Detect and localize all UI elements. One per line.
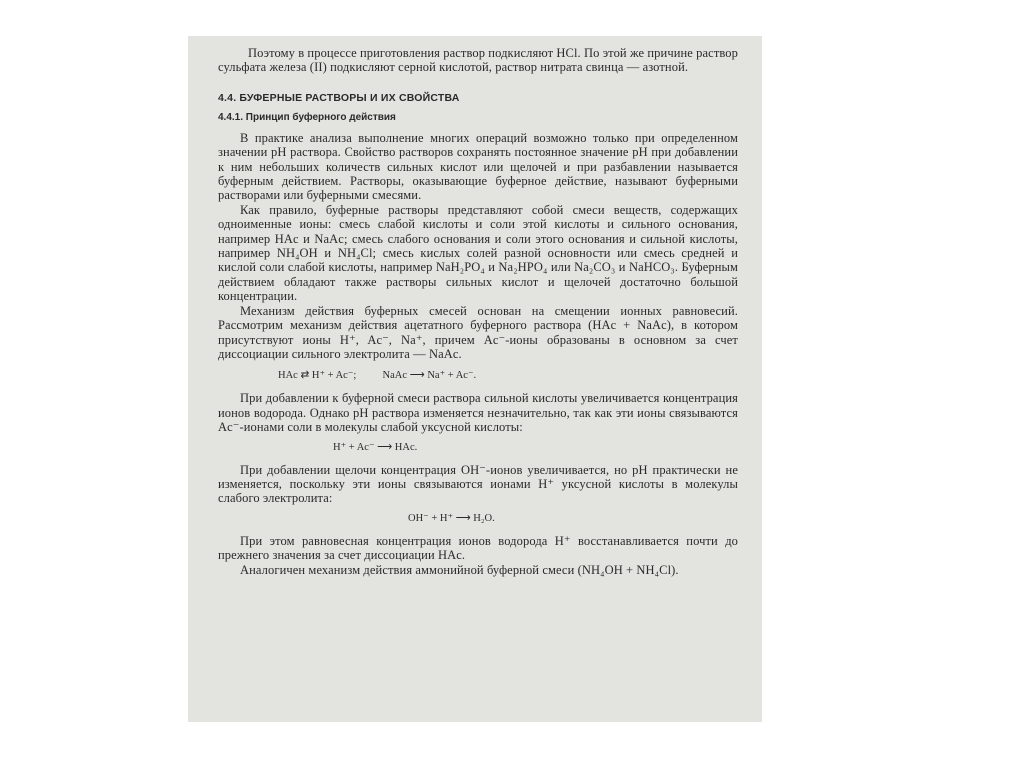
equation-dissociation: HAc ⇄ H⁺ + Ac⁻; NaAc ⟶ Na⁺ + Ac⁻. bbox=[278, 370, 477, 382]
equation-acid-binding: H⁺ + Ac⁻ ⟶ HAc. bbox=[333, 441, 418, 453]
paragraph-6: При этом равновесная концентрация ионов водорода H⁺ восстанавливается почти до прежнего значения за счет диссоциации HAc. bbox=[218, 533, 738, 563]
scanned-page bbox=[188, 36, 762, 722]
paragraph-2: Как правило, буферные растворы представляют собой смеси веществ, содержащих одноименные ионы: смесь слабой кислоты и соли этой кислоты и сильного основания, например HAc и NaAc; смесь слабого основания и соли этого основания и сильной кислоты, например NH₄OH и NH₄Cl; смесь кислых солей разной основности или смесь средней и кислой соли слабой кислоты, например NaH₂PO₄ и Na₂HPO₄ или Na₂CO₃ и NaHCO₃. Буферным действием обладают также растворы сильных кислот и щелочей достаточно большой концентрации. bbox=[218, 202, 738, 304]
paragraph-7: Аналогичен механизм действия аммонийной буферной смеси (NH₄OH + NH₄Cl). bbox=[240, 562, 679, 577]
paragraph-4: При добавлении к буферной смеси раствора сильной кислоты увеличивается концентрация ионов водорода. Однако pH раствора изменяется незначительно, так как эти ионы связываются Ac⁻-ионами соли в молекулы слабой уксусной кислоты: bbox=[218, 391, 738, 435]
paragraph-1: В практике анализа выполнение многих операций возможно только при определенном значении pH раствора. Свойство растворов сохранять постоянное значение pH при добавлении к ним небольших количеств сильных кислот или щелочей и при разбавлении называется буферным действием. Растворы, оказывающие буферное действие, называют буферными растворами или буферными смесями. bbox=[218, 130, 738, 203]
paragraph-3: Механизм действия буферных смесей основан на смещении ионных равновесий. Рассмотрим механизм действия ацетатного буферного раствора (HAc + NaAc), в котором присутствуют ионы H⁺, Ac⁻, Na⁺, причем Ac⁻-ионы образованы в основном за счет диссоциации сильного электролита — NaAc. bbox=[218, 303, 738, 361]
intro-paragraph: Поэтому в процессе приготовления раствор подкисляют HCl. По этой же причине раствор сульфата железа (II) подкисляют серной кислотой, раствор нитрата свинца — азотной. bbox=[218, 46, 738, 75]
paragraph-5: При добавлении щелочи концентрация OH⁻-ионов увеличивается, но pH практически не изменяется, поскольку эти ионы связываются ионами H⁺ уксусной кислоты в молекулы слабого электролита: bbox=[218, 462, 738, 506]
subsection-title: 4.4.1. Принцип буферного действия bbox=[218, 111, 396, 123]
section-title: 4.4. БУФЕРНЫЕ РАСТВОРЫ И ИХ СВОЙСТВА bbox=[218, 91, 460, 104]
equation-water-formation: OH⁻ + H⁺ ⟶ H₂O. bbox=[408, 512, 495, 524]
